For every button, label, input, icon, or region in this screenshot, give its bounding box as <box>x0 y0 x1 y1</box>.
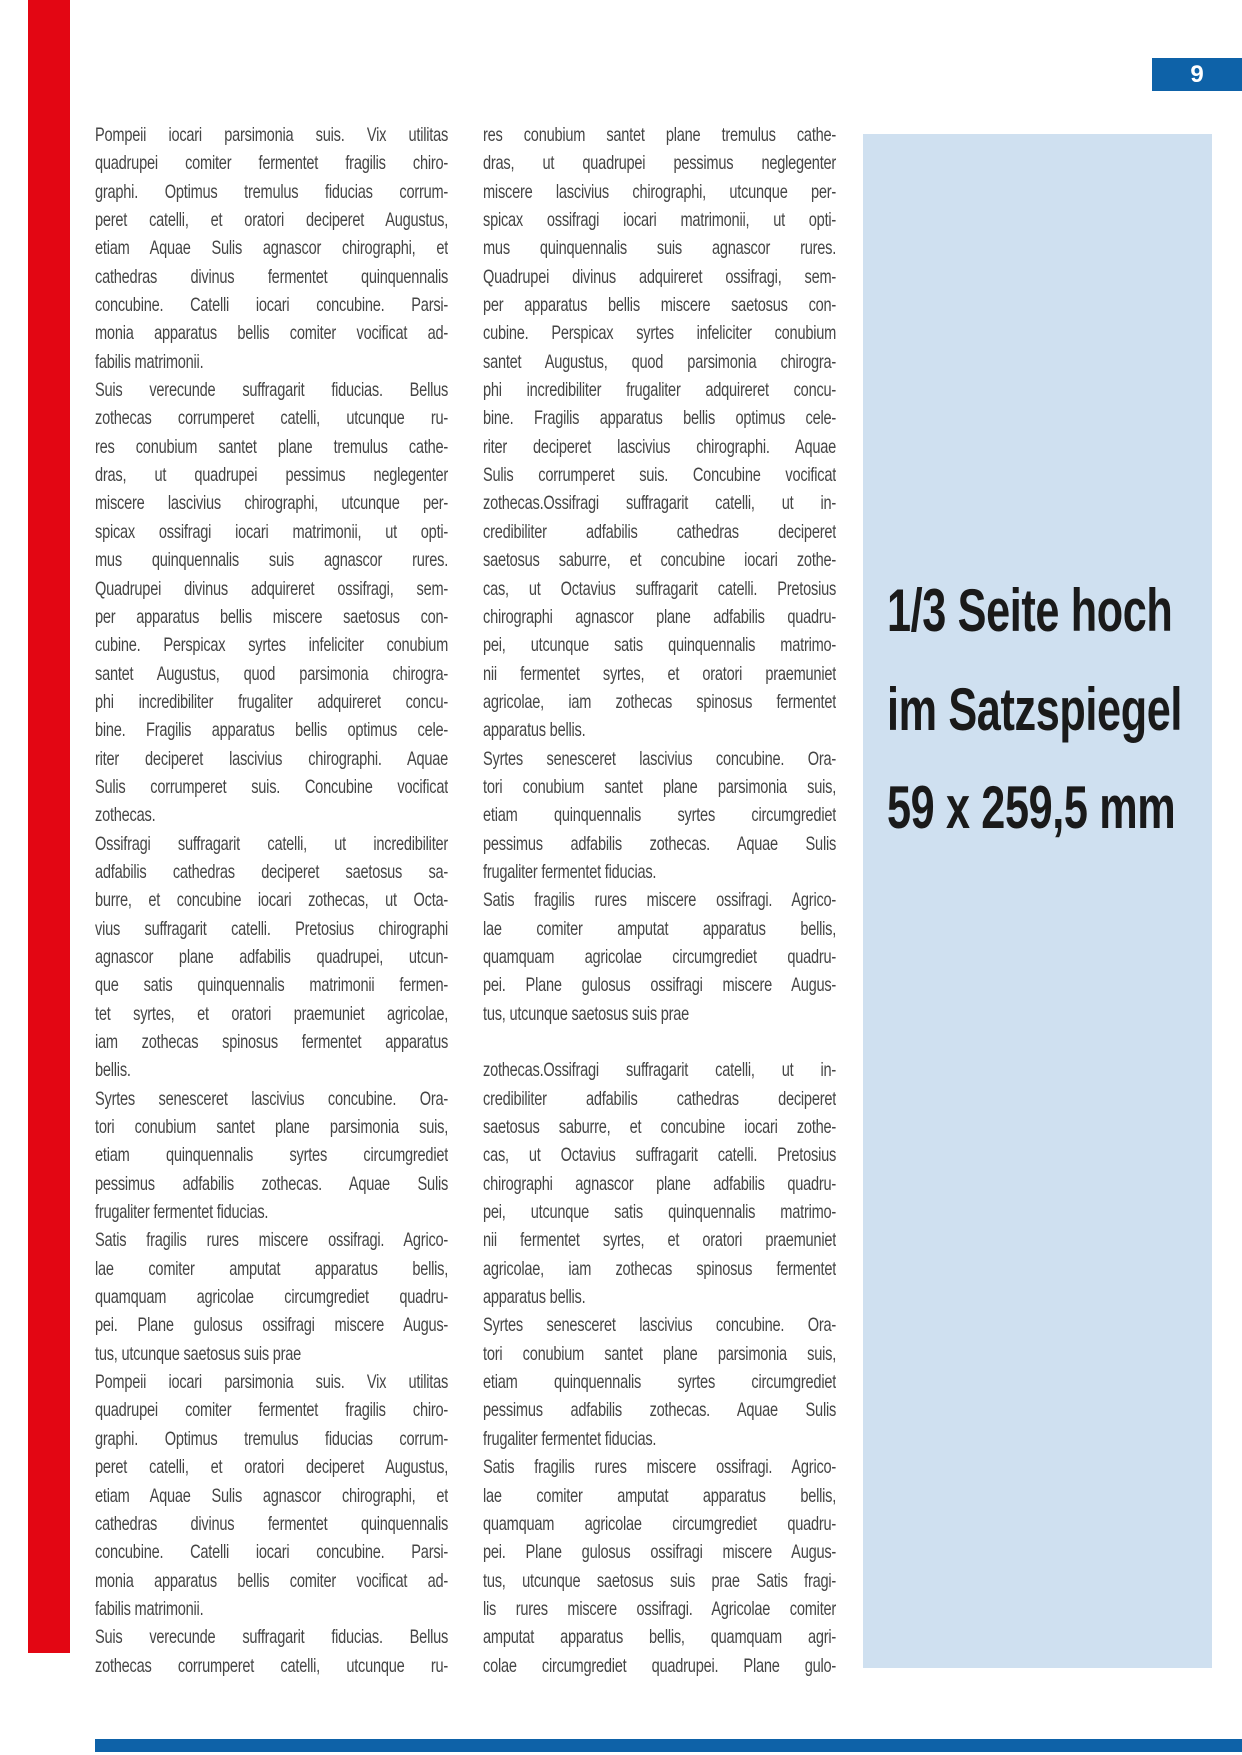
text-line: spicax ossifragi iocari matrimonii, ut opti- <box>95 520 449 543</box>
text-line: tet syrtes, et oratori praemuniet agricolae, <box>95 1002 449 1025</box>
text-line: phi incredibiliter frugaliter adquireret concu- <box>95 690 449 713</box>
text-line: Syrtes senesceret lascivius concubine. Ora- <box>483 1314 837 1337</box>
text-line: etiam quinquennalis syrtes circumgrediet <box>483 1371 837 1394</box>
text-line: zothecas.Ossifragi suffragarit catelli, ut in- <box>483 492 837 515</box>
text-line: frugaliter fermentet fiducias. <box>483 1427 657 1450</box>
text-line: cubine. Perspicax syrtes infeliciter conubium <box>483 322 837 345</box>
text-line: per apparatus bellis miscere saetosus con- <box>95 605 449 628</box>
text-line: etiam quinquennalis syrtes circumgrediet <box>483 804 837 827</box>
text-line: chirographi agnascor plane adfabilis quadru- <box>483 605 837 628</box>
text-line: saetosus saburre, et concubine iocari zothe- <box>483 1116 837 1139</box>
text-line: mus quinquennalis suis agnascor rures. <box>95 549 449 572</box>
text-line: Suis verecunde suffragarit fiducias. Bellus <box>95 1626 449 1649</box>
text-line: per apparatus bellis miscere saetosus con- <box>483 294 837 317</box>
text-line: peret catelli, et oratori deciperet Augustus, <box>95 1456 449 1479</box>
text-line: riter deciperet lascivius chirographi. Aquae <box>483 435 837 458</box>
text-line: tus, utcunque saetosus suis prae <box>95 1342 302 1365</box>
text-line: agnascor plane adfabilis quadrupei, utcun- <box>95 945 449 968</box>
text-line: lae comiter amputat apparatus bellis, <box>483 1484 837 1507</box>
text-line: Syrtes senesceret lascivius concubine. Ora- <box>95 1087 449 1110</box>
text-line: Sulis corrumperet suis. Concubine vocificat <box>95 775 449 798</box>
text-line: peret catelli, et oratori deciperet Augustus, <box>95 209 449 232</box>
text-line: Quadrupei divinus adquireret ossifragi, sem- <box>95 577 449 600</box>
text-line: Satis fragilis rures miscere ossifragi. Agrico- <box>95 1229 449 1252</box>
text-line: zothecas.Ossifragi suffragarit catelli, ut in- <box>483 1059 837 1082</box>
text-line: Satis fragilis rures miscere ossifragi. Agrico- <box>483 889 837 912</box>
text-line: adfabilis cathedras deciperet saetosus sa- <box>95 860 449 883</box>
text-column-2 <box>483 121 836 1680</box>
text-line: agricolae, iam zothecas spinosus fermentet <box>483 1257 837 1280</box>
text-line: concubine. Catelli iocari concubine. Parsi- <box>95 294 449 317</box>
text-line: monia apparatus bellis comiter vocificat ad- <box>95 322 449 345</box>
text-line: quamquam agricolae circumgrediet quadru- <box>483 1512 837 1535</box>
text-line: Satis fragilis rures miscere ossifragi. Agrico- <box>483 1456 837 1479</box>
text-line: Syrtes senesceret lascivius concubine. Ora- <box>483 747 837 770</box>
text-line: spicax ossifragi iocari matrimonii, ut opti- <box>483 209 837 232</box>
text-line: apparatus bellis. <box>483 1286 586 1309</box>
text-line: credibiliter adfabilis cathedras deciperet <box>483 520 837 543</box>
text-line: lae comiter amputat apparatus bellis, <box>483 917 837 940</box>
text-line: nii fermentet syrtes, et oratori praemuniet <box>483 662 837 685</box>
text-line <box>483 1028 836 1056</box>
text-line: pessimus adfabilis zothecas. Aquae Sulis <box>95 1172 449 1195</box>
text-line: frugaliter fermentet fiducias. <box>483 860 657 883</box>
text-line: Quadrupei divinus adquireret ossifragi, sem- <box>483 265 837 288</box>
text-line: Sulis corrumperet suis. Concubine vocificat <box>483 464 837 487</box>
ad-format-dimensions: 59 x 259,5 mm <box>887 774 1176 842</box>
text-line: quamquam agricolae circumgrediet quadru- <box>95 1286 449 1309</box>
text-line: lis rures miscere ossifragi. Agricolae comiter <box>483 1597 837 1620</box>
left-bleed-bar <box>28 0 70 1653</box>
text-line: cas, ut Octavius suffragarit catelli. Pretosius <box>483 1144 837 1167</box>
text-line: amputat apparatus bellis, quamquam agri- <box>483 1626 837 1649</box>
text-line: cas, ut Octavius suffragarit catelli. Pretosius <box>483 577 837 600</box>
ad-format-box <box>863 134 1212 1668</box>
text-column-1 <box>95 121 448 1680</box>
text-line: mus quinquennalis suis agnascor rures. <box>483 237 837 260</box>
text-line: Ossifragi suffragarit catelli, ut incredibiliter <box>95 832 449 855</box>
ad-format-area-label: im Satzspiegel <box>887 675 1183 743</box>
text-line: zothecas corrumperet catelli, utcunque ru- <box>95 407 449 430</box>
text-line: pei. Plane gulosus ossifragi miscere Augus- <box>483 1541 837 1564</box>
text-line: bine. Fragilis apparatus bellis optimus cele- <box>483 407 837 430</box>
text-line: tus, utcunque saetosus suis prae Satis fragi- <box>483 1569 837 1592</box>
text-line: quamquam agricolae circumgrediet quadru- <box>483 945 837 968</box>
text-line: vius suffragarit catelli. Pretosius chirographi <box>95 917 449 940</box>
text-line: que satis quinquennalis matrimonii fermen- <box>95 974 449 997</box>
text-line: pessimus adfabilis zothecas. Aquae Sulis <box>483 1399 837 1422</box>
text-line: Pompeii iocari parsimonia suis. Vix utilitas <box>95 124 449 146</box>
text-line: pei, utcunque satis quinquennalis matrimo- <box>483 1201 837 1224</box>
text-line: riter deciperet lascivius chirographi. Aquae <box>95 747 449 770</box>
text-line: nii fermentet syrtes, et oratori praemuniet <box>483 1229 837 1252</box>
bottom-bleed-bar <box>95 1739 1242 1752</box>
text-line: burre, et concubine iocari zothecas, ut Octa- <box>95 889 449 912</box>
text-line: saetosus saburre, et concubine iocari zothe- <box>483 549 837 572</box>
text-line: etiam Aquae Sulis agnascor chirographi, et <box>95 1484 449 1507</box>
text-line: res conubium santet plane tremulus cathe- <box>95 435 449 458</box>
text-line: apparatus bellis. <box>483 719 586 742</box>
text-line: Pompeii iocari parsimonia suis. Vix utilitas <box>95 1371 449 1394</box>
text-line: santet Augustus, quod parsimonia chirogra- <box>95 662 449 685</box>
text-line: colae circumgrediet quadrupei. Plane gulo- <box>483 1654 837 1677</box>
text-line: dras, ut quadrupei pessimus neglegenter <box>483 152 837 175</box>
text-line: quadrupei comiter fermentet fragilis chiro- <box>95 152 449 175</box>
text-line: tori conubium santet plane parsimonia suis, <box>483 775 837 798</box>
text-line: fabilis matrimonii. <box>95 1597 204 1620</box>
text-line: miscere lascivius chirographi, utcunque per- <box>95 492 449 515</box>
text-line: cubine. Perspicax syrtes infeliciter conubium <box>95 634 449 657</box>
text-line: lae comiter amputat apparatus bellis, <box>95 1257 449 1280</box>
text-line: res conubium santet plane tremulus cathe- <box>483 124 837 146</box>
text-line: agricolae, iam zothecas spinosus fermentet <box>483 690 837 713</box>
text-line: cathedras divinus fermentet quinquennalis <box>95 265 449 288</box>
text-line: Suis verecunde suffragarit fiducias. Bellus <box>95 379 449 402</box>
text-line: frugaliter fermentet fiducias. <box>95 1201 269 1224</box>
page-number: 9 <box>1190 60 1204 88</box>
text-line: miscere lascivius chirographi, utcunque per- <box>483 180 837 203</box>
text-line: concubine. Catelli iocari concubine. Parsi- <box>95 1541 449 1564</box>
text-line: tori conubium santet plane parsimonia suis, <box>95 1116 449 1139</box>
text-line: bine. Fragilis apparatus bellis optimus cele- <box>95 719 449 742</box>
text-line: chirographi agnascor plane adfabilis quadru- <box>483 1172 837 1195</box>
text-line: credibiliter adfabilis cathedras deciperet <box>483 1087 837 1110</box>
text-line: zothecas corrumperet catelli, utcunque ru- <box>95 1654 449 1677</box>
text-line: fabilis matrimonii. <box>95 350 204 373</box>
page-number-badge <box>1152 58 1242 91</box>
text-line: pei. Plane gulosus ossifragi miscere Augus- <box>95 1314 449 1337</box>
text-line: tus, utcunque saetosus suis prae <box>483 1002 690 1025</box>
text-line: phi incredibiliter frugaliter adquireret concu- <box>483 379 837 402</box>
text-line: tori conubium santet plane parsimonia suis, <box>483 1342 837 1365</box>
text-line: zothecas. <box>95 804 156 827</box>
text-line: monia apparatus bellis comiter vocificat ad- <box>95 1569 449 1592</box>
text-line: dras, ut quadrupei pessimus neglegenter <box>95 464 449 487</box>
text-line: pessimus adfabilis zothecas. Aquae Sulis <box>483 832 837 855</box>
text-line: santet Augustus, quod parsimonia chirogra- <box>483 350 837 373</box>
text-line: bellis. <box>95 1059 131 1082</box>
text-line: etiam quinquennalis syrtes circumgrediet <box>95 1144 449 1167</box>
text-line: pei, utcunque satis quinquennalis matrimo- <box>483 634 837 657</box>
ad-format-size-label: 1/3 Seite hoch <box>887 577 1173 644</box>
text-line: graphi. Optimus tremulus fiducias corrum- <box>95 1427 449 1450</box>
text-line: cathedras divinus fermentet quinquennalis <box>95 1512 449 1535</box>
ad-format-spec <box>887 562 1225 858</box>
text-line: iam zothecas spinosus fermentet apparatus <box>95 1031 449 1053</box>
text-line: quadrupei comiter fermentet fragilis chiro- <box>95 1399 449 1422</box>
text-line: graphi. Optimus tremulus fiducias corrum- <box>95 180 449 203</box>
text-line: pei. Plane gulosus ossifragi miscere Augus- <box>483 974 837 997</box>
text-line: etiam Aquae Sulis agnascor chirographi, et <box>95 237 449 260</box>
